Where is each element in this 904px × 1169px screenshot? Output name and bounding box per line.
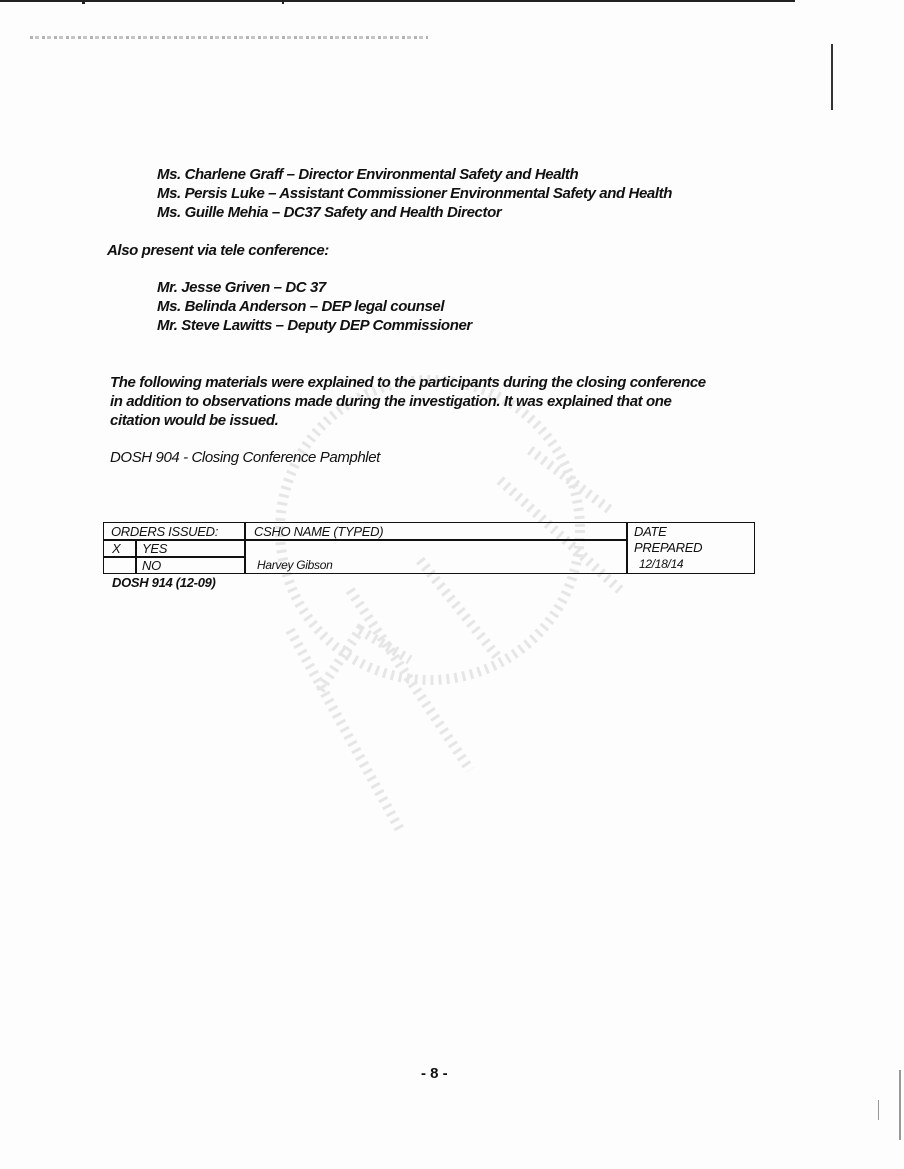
attendee-line: Ms. Guille Mehia – DC37 Safety and Health Director <box>157 204 502 221</box>
teleconference-attendee-line: Ms. Belinda Anderson – DEP legal counsel <box>157 298 445 315</box>
materials-paragraph-line: citation would be issued. <box>110 412 279 429</box>
teleconference-attendee-line: Mr. Steve Lawitts – Deputy DEP Commissioner <box>157 317 472 334</box>
prepared-label: PREPARED <box>634 540 703 555</box>
csho-name-label: CSHO NAME (TYPED) <box>254 524 384 539</box>
orders-issued-label: ORDERS ISSUED: <box>111 524 219 539</box>
materials-paragraph-line: The following materials were explained to the participants during the closing conference <box>110 374 706 391</box>
yes-option-label: YES <box>142 541 168 556</box>
orders-issued-form <box>103 522 755 574</box>
page-number: - 8 - <box>421 1065 448 1082</box>
date-label: DATE <box>634 524 667 539</box>
materials-paragraph-line: in addition to observations made during the investigation. It was explained that one <box>110 393 672 410</box>
attendee-line: Ms. Persis Luke – Assistant Commissioner Environmental Safety and Health <box>157 185 672 202</box>
scan-top-tick <box>282 0 284 4</box>
scan-edge-mark <box>899 1070 901 1140</box>
no-option-label: NO <box>142 558 161 573</box>
form-number: DOSH 914 (12-09) <box>112 575 216 590</box>
attendee-line: Ms. Charlene Graff – Director Environmental Safety and Health <box>157 166 579 183</box>
csho-name-value: Harvey Gibson <box>257 558 333 572</box>
scan-top-rule <box>0 0 795 2</box>
teleconference-heading: Also present via tele conference: <box>107 242 329 259</box>
teleconference-attendee-line: Mr. Jesse Griven – DC 37 <box>157 279 326 296</box>
scan-edge-mark <box>878 1100 879 1120</box>
date-value: 12/18/14 <box>639 557 684 571</box>
scan-smudge <box>30 36 428 39</box>
yes-checkbox-mark: X <box>112 541 121 556</box>
materials-item: DOSH 904 - Closing Conference Pamphlet <box>110 449 380 466</box>
scan-top-tick <box>82 0 85 4</box>
scan-edge-line <box>831 44 833 110</box>
